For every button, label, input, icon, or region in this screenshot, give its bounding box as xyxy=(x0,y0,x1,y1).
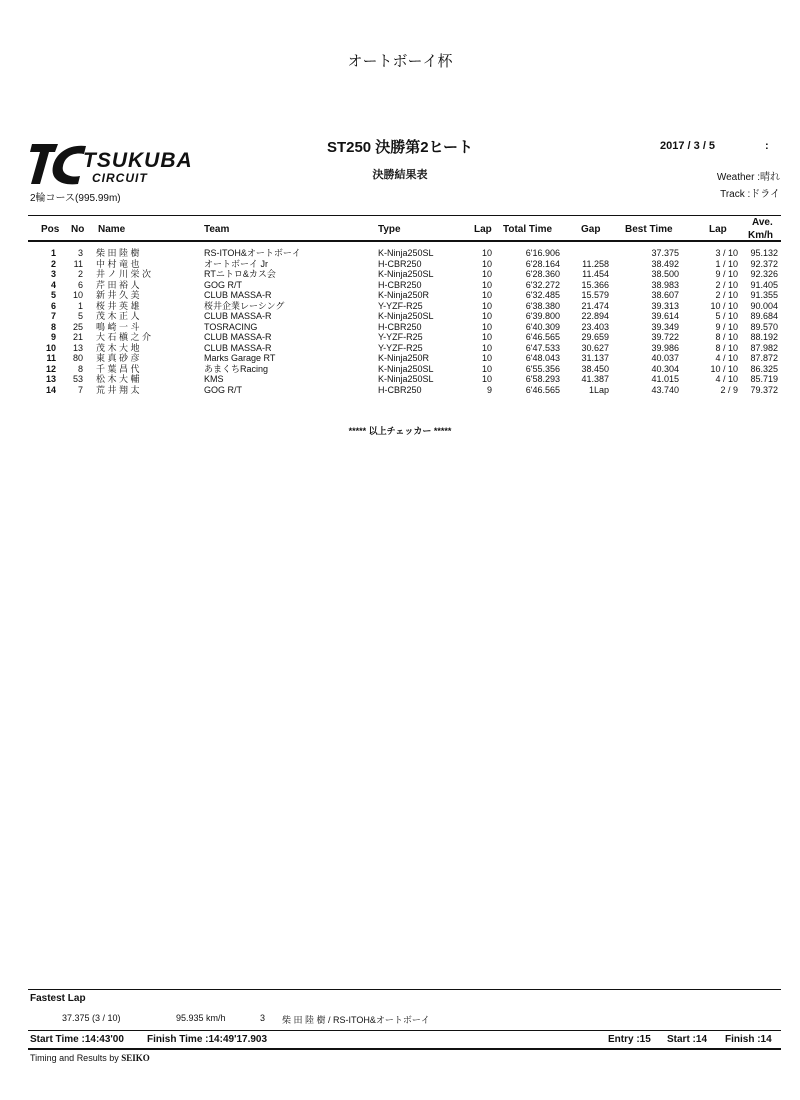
cell-lap: 10 xyxy=(481,342,492,353)
cell-ave-speed: 91.405 xyxy=(750,279,778,290)
cell-type: K-Ninja250SL xyxy=(378,363,434,374)
cell-type: K-Ninja250SL xyxy=(378,269,434,279)
timing-credit-text: Timing and Results by xyxy=(30,1053,119,1063)
cell-best-time: 39.722 xyxy=(651,332,679,342)
cell-type: K-Ninja250SL xyxy=(378,248,434,258)
cell-pos: 6 xyxy=(50,300,56,311)
cell-team: RS-ITOH&オートボーイ xyxy=(204,248,301,258)
cell-no: 8 xyxy=(77,363,83,374)
cell-pos: 2 xyxy=(50,258,56,269)
col-no: No xyxy=(71,224,85,235)
cell-name: 大 石 槇 之 介 xyxy=(96,332,152,342)
table-row xyxy=(28,311,781,322)
cell-type: K-Ninja250R xyxy=(378,290,430,300)
cell-pos: 10 xyxy=(45,342,56,353)
col-pos: Pos xyxy=(41,224,60,235)
cell-team: KMS xyxy=(204,374,224,384)
start-count: Start :14 xyxy=(667,1034,708,1045)
cell-gap: 15.366 xyxy=(581,279,609,290)
col-best-time: Best Time xyxy=(625,224,673,235)
cell-no: 21 xyxy=(72,332,83,342)
cell-type: H-CBR250 xyxy=(378,258,422,269)
cell-best-time: 39.313 xyxy=(651,300,679,311)
cell-team: CLUB MASSA-R xyxy=(204,311,272,321)
cell-lap: 10 xyxy=(481,332,492,342)
cell-name: 鳴 崎 一 斗 xyxy=(96,321,140,332)
cell-total-time: 6'58.293 xyxy=(525,374,560,384)
cell-team: Marks Garage RT xyxy=(204,353,276,363)
cell-lap: 10 xyxy=(481,311,492,321)
col-type: Type xyxy=(378,224,401,235)
cell-name: 新 井 久 美 xyxy=(96,290,140,300)
cell-name: 柴 田 陸 樹 xyxy=(96,248,140,258)
cell-name: 中 村 竜 也 xyxy=(96,258,140,269)
cell-type: K-Ninja250SL xyxy=(378,311,434,321)
cell-gap: 11.454 xyxy=(582,269,609,279)
cell-no: 6 xyxy=(77,279,83,290)
cell-best-lap: 4 / 10 xyxy=(715,374,738,384)
cell-team: CLUB MASSA-R xyxy=(204,332,272,342)
cell-lap: 10 xyxy=(481,279,492,290)
start-time: Start Time :14:43'00 xyxy=(30,1034,124,1045)
cell-team: CLUB MASSA-R xyxy=(204,290,272,300)
cell-no: 5 xyxy=(77,311,83,321)
cell-gap: 29.659 xyxy=(581,332,609,342)
col-name: Name xyxy=(98,224,126,235)
cell-ave-speed: 86.325 xyxy=(750,363,778,374)
cell-ave-speed: 91.355 xyxy=(750,290,778,300)
cell-total-time: 6'28.360 xyxy=(525,269,560,279)
cell-total-time: 6'40.309 xyxy=(525,321,560,332)
cell-lap: 10 xyxy=(481,269,492,279)
cell-name: 千 葉 昌 代 xyxy=(96,363,140,374)
cell-ave-speed: 89.570 xyxy=(750,321,778,332)
fastest-lap-speed: 95.935 km/h xyxy=(176,1013,226,1023)
weather-info: Weather :晴れ xyxy=(716,172,780,183)
col-team: Team xyxy=(204,224,230,235)
cell-pos: 1 xyxy=(50,248,56,258)
col-lap: Lap xyxy=(474,224,492,235)
cell-pos: 13 xyxy=(45,374,56,384)
table-row xyxy=(28,290,781,301)
cell-lap: 10 xyxy=(481,258,492,269)
cell-best-time: 41.015 xyxy=(651,374,679,384)
fastest-lap-label: Fastest Lap xyxy=(30,993,86,1004)
col-ave: Ave. xyxy=(752,217,773,228)
cell-gap: 23.403 xyxy=(581,321,609,332)
cell-pos: 8 xyxy=(50,321,56,332)
cell-pos: 4 xyxy=(50,279,56,290)
cell-ave-speed: 87.982 xyxy=(750,342,778,353)
cell-type: K-Ninja250R xyxy=(378,353,430,363)
table-row xyxy=(28,280,781,291)
cell-no: 13 xyxy=(72,342,83,353)
cell-team: RTニトロ&カス会 xyxy=(204,269,276,279)
cell-type: H-CBR250 xyxy=(378,321,422,332)
cell-gap: 38.450 xyxy=(581,363,609,374)
finish-count: Finish :14 xyxy=(725,1034,772,1045)
table-row xyxy=(28,248,781,259)
cell-gap: 30.627 xyxy=(581,342,609,353)
cell-team: GOG R/T xyxy=(204,384,242,395)
cell-type: H-CBR250 xyxy=(378,384,422,395)
fastest-lap-no: 3 xyxy=(260,1013,266,1023)
cell-lap: 10 xyxy=(481,248,492,258)
cell-best-time: 39.349 xyxy=(651,321,679,332)
col-gap: Gap xyxy=(581,224,601,235)
seiko-logo: SEIKO xyxy=(121,1053,150,1063)
cell-ave-speed: 92.372 xyxy=(750,258,778,269)
cell-pos: 7 xyxy=(50,311,56,321)
track-info: Track :ドライ xyxy=(720,189,780,200)
table-row xyxy=(28,374,781,385)
cell-best-lap: 5 / 10 xyxy=(715,311,738,321)
cell-type: K-Ninja250SL xyxy=(378,374,434,384)
cell-total-time: 6'46.565 xyxy=(525,332,560,342)
cell-no: 1 xyxy=(77,300,83,311)
cell-gap: 11.258 xyxy=(582,258,609,269)
cell-gap: 21.474 xyxy=(581,300,609,311)
cell-ave-speed: 87.872 xyxy=(750,353,778,363)
table-row xyxy=(28,269,781,280)
cell-total-time: 6'38.380 xyxy=(525,300,560,311)
cell-best-lap: 9 / 10 xyxy=(715,269,738,279)
cell-ave-speed: 85.719 xyxy=(750,374,778,384)
cell-best-lap: 8 / 10 xyxy=(715,342,738,353)
cell-pos: 11 xyxy=(46,353,56,363)
table-row xyxy=(28,259,781,270)
cell-lap: 10 xyxy=(481,321,492,332)
cell-best-time: 39.614 xyxy=(651,311,679,321)
cell-lap: 9 xyxy=(486,384,492,395)
cell-total-time: 6'48.043 xyxy=(525,353,560,363)
cell-pos: 3 xyxy=(50,269,56,279)
cell-ave-speed: 89.684 xyxy=(750,311,778,321)
race-date: 2017 / 3 / 5 xyxy=(660,140,716,152)
cell-best-time: 40.037 xyxy=(651,353,679,363)
cell-pos: 5 xyxy=(50,290,56,300)
cell-lap: 10 xyxy=(481,290,492,300)
cell-gap: 22.894 xyxy=(581,311,609,321)
cell-team: あまくちRacing xyxy=(204,363,269,374)
cell-type: H-CBR250 xyxy=(378,279,422,290)
cell-best-lap: 8 / 10 xyxy=(715,332,738,342)
table-row xyxy=(28,385,781,396)
cell-pos: 9 xyxy=(50,332,56,342)
cell-best-lap: 2 / 9 xyxy=(720,384,738,395)
cell-total-time: 6'55.356 xyxy=(525,363,560,374)
cell-best-time: 38.607 xyxy=(651,290,679,300)
cell-gap: 15.579 xyxy=(581,290,609,300)
cell-no: 53 xyxy=(72,374,83,384)
table-row xyxy=(28,332,781,343)
course-info: 2輪コース(995.99m) xyxy=(30,193,121,204)
cell-name: 井 ノ 川 栄 次 xyxy=(96,269,152,279)
results-table-header xyxy=(28,215,781,242)
cell-lap: 10 xyxy=(481,300,492,311)
cell-pos: 12 xyxy=(45,363,56,374)
cell-lap: 10 xyxy=(481,374,492,384)
cell-name: 桜 井 英 雄 xyxy=(96,300,140,311)
race-time-marker: : xyxy=(765,140,769,152)
cell-total-time: 6'28.164 xyxy=(525,258,560,269)
cell-total-time: 6'47.533 xyxy=(525,342,560,353)
cell-gap: 1Lap xyxy=(588,384,609,395)
cell-team: 桜井企業レーシング xyxy=(204,300,285,311)
cell-ave-speed: 92.326 xyxy=(750,269,778,279)
cell-best-lap: 10 / 10 xyxy=(710,300,738,311)
cell-name: 芹 田 裕 人 xyxy=(96,279,140,290)
cell-name: 茂 木 正 人 xyxy=(96,311,140,321)
cell-no: 80 xyxy=(72,353,83,363)
table-row xyxy=(28,364,781,375)
cell-best-time: 39.986 xyxy=(651,342,679,353)
col-best-lap: Lap xyxy=(709,224,727,235)
cell-team: オートボーイ Jr xyxy=(204,258,268,269)
cell-gap: 41.387 xyxy=(581,374,609,384)
cell-no: 25 xyxy=(72,321,83,332)
cell-best-time: 38.492 xyxy=(651,258,679,269)
cell-best-lap: 2 / 10 xyxy=(715,290,738,300)
cell-type: Y-YZF-R25 xyxy=(378,300,423,311)
cell-best-time: 43.740 xyxy=(651,384,679,395)
cell-best-time: 38.500 xyxy=(651,269,679,279)
cell-pos: 14 xyxy=(45,384,56,395)
cell-ave-speed: 88.192 xyxy=(750,332,778,342)
cell-name: 松 木 大 輔 xyxy=(96,374,140,384)
cell-name: 茂 木 大 地 xyxy=(96,342,140,353)
cell-no: 11 xyxy=(73,258,83,269)
table-row xyxy=(28,322,781,333)
entry-count: Entry :15 xyxy=(608,1034,651,1045)
cell-team: TOSRACING xyxy=(204,321,258,332)
cell-total-time: 6'16.906 xyxy=(525,248,560,258)
cell-no: 10 xyxy=(72,290,83,300)
checker-note: ***** 以上チェッカー ***** xyxy=(348,426,452,436)
cell-name: 東 真 砂 彦 xyxy=(96,353,140,363)
cell-total-time: 6'32.272 xyxy=(525,279,560,290)
cell-team: CLUB MASSA-R xyxy=(204,342,272,353)
fastest-lap-rider: 柴 田 陸 樹 / RS-ITOH&オートボーイ xyxy=(282,1015,430,1025)
footer-divider xyxy=(28,1030,781,1031)
tsukuba-circuit-logo xyxy=(28,140,218,188)
logo-text-circuit: CIRCUIT xyxy=(92,171,148,185)
cell-type: Y-YZF-R25 xyxy=(378,342,423,353)
cell-best-lap: 4 / 10 xyxy=(715,353,738,363)
cell-no: 2 xyxy=(77,269,83,279)
cell-best-lap: 1 / 10 xyxy=(715,258,738,269)
cell-no: 7 xyxy=(77,384,83,395)
cell-type: Y-YZF-R25 xyxy=(378,332,423,342)
col-total-time: Total Time xyxy=(503,224,553,235)
cell-gap: 31.137 xyxy=(581,353,609,363)
cell-best-time: 40.304 xyxy=(651,363,679,374)
col-ave-unit: Km/h xyxy=(748,230,773,241)
cell-ave-speed: 79.372 xyxy=(750,384,778,395)
cell-total-time: 6'32.485 xyxy=(525,290,560,300)
cell-lap: 10 xyxy=(481,353,492,363)
cell-ave-speed: 95.132 xyxy=(750,248,778,258)
timing-credit xyxy=(30,1053,150,1063)
cell-best-time: 38.983 xyxy=(651,279,679,290)
table-row xyxy=(28,301,781,312)
cell-name: 荒 井 翔 太 xyxy=(96,384,140,395)
cell-lap: 10 xyxy=(481,363,492,374)
cell-total-time: 6'39.800 xyxy=(525,311,560,321)
cell-best-lap: 3 / 10 xyxy=(715,248,738,258)
race-title: ST250 決勝第2ヒート xyxy=(326,139,474,156)
cell-best-lap: 2 / 10 xyxy=(715,279,738,290)
table-row xyxy=(28,343,781,354)
fastest-lap-time: 37.375 (3 / 10) xyxy=(62,1013,121,1023)
cup-title: オートボーイ杯 xyxy=(347,53,453,70)
cell-best-lap: 9 / 10 xyxy=(715,321,738,332)
cell-best-lap: 10 / 10 xyxy=(710,363,738,374)
logo-text-tsukuba: TSUKUBA xyxy=(83,149,193,172)
race-subtitle: 決勝結果表 xyxy=(372,169,428,181)
cell-total-time: 6'46.565 xyxy=(525,384,560,395)
cell-team: GOG R/T xyxy=(204,279,242,290)
cell-no: 3 xyxy=(77,248,83,258)
cell-ave-speed: 90.004 xyxy=(750,300,778,311)
finish-time: Finish Time :14:49'17.903 xyxy=(147,1034,268,1045)
table-row xyxy=(28,353,781,364)
cell-best-time: 37.375 xyxy=(651,248,679,258)
